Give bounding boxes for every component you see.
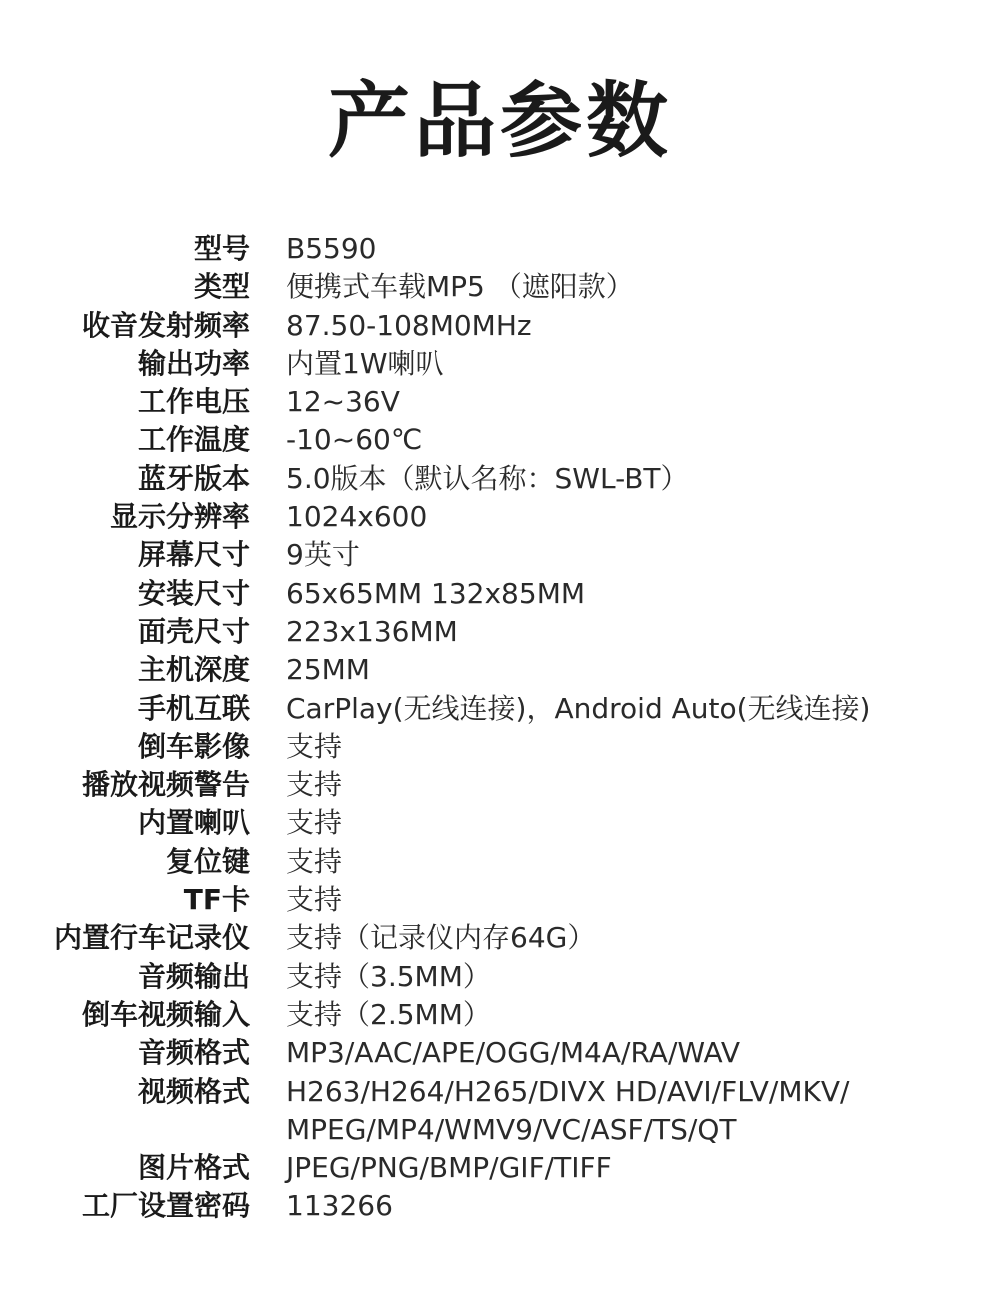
spec-label: 图片格式 bbox=[137, 1151, 250, 1185]
spec-row-output-power bbox=[0, 345, 1000, 383]
spec-value: 支持 bbox=[286, 806, 343, 840]
spec-table bbox=[0, 230, 1000, 1226]
spec-label: 工作电压 bbox=[137, 385, 250, 419]
spec-value: H263/H264/H265/DIVX HD/AVI/FLV/MKV/ MPEG/MP4/WMV9/VC/ASF/TS/QT bbox=[286, 1074, 850, 1146]
spec-row-unit-depth bbox=[0, 651, 1000, 689]
spec-row-resolution bbox=[0, 498, 1000, 536]
spec-row-video-formats bbox=[0, 1073, 1000, 1150]
spec-value: 支持 bbox=[286, 768, 343, 802]
spec-label: 复位键 bbox=[165, 844, 250, 878]
spec-value: 支持 bbox=[286, 729, 343, 763]
spec-row-screen-size bbox=[0, 536, 1000, 574]
spec-value: 内置1W喇叭 bbox=[286, 346, 444, 380]
spec-row-audio-output bbox=[0, 958, 1000, 996]
spec-row-reset-key bbox=[0, 843, 1000, 881]
spec-label: 类型 bbox=[193, 270, 250, 304]
spec-row-tf-card bbox=[0, 881, 1000, 919]
spec-label: 屏幕尺寸 bbox=[137, 538, 250, 572]
spec-label: TF卡 bbox=[183, 883, 250, 917]
spec-value: 5.0版本（默认名称：SWL-BT） bbox=[286, 461, 689, 495]
spec-label: 工作温度 bbox=[137, 423, 250, 457]
spec-value: 1024x600 bbox=[286, 500, 428, 534]
spec-row-dash-cam bbox=[0, 919, 1000, 957]
spec-label: 手机互联 bbox=[137, 691, 250, 725]
spec-label: 安装尺寸 bbox=[137, 576, 250, 610]
spec-value: 223x136MM bbox=[286, 614, 458, 648]
spec-label: 音频格式 bbox=[137, 1036, 250, 1070]
spec-label: 音频输出 bbox=[137, 959, 250, 993]
spec-label: 视频格式 bbox=[137, 1074, 250, 1108]
spec-row-built-in-speaker bbox=[0, 804, 1000, 842]
spec-label: 工厂设置密码 bbox=[81, 1189, 250, 1223]
spec-label: 收音发射频率 bbox=[81, 308, 250, 342]
spec-value: B5590 bbox=[286, 232, 377, 265]
spec-value: 支持（2.5MM） bbox=[286, 997, 491, 1031]
spec-value: -10~60℃ bbox=[286, 423, 423, 457]
spec-value: CarPlay(无线连接)，Android Auto(无线连接) bbox=[286, 691, 871, 725]
spec-label: 面壳尺寸 bbox=[137, 614, 250, 648]
spec-row-fm-frequency bbox=[0, 307, 1000, 345]
spec-row-temperature bbox=[0, 421, 1000, 459]
spec-value: JPEG/PNG/BMP/GIF/TIFF bbox=[286, 1151, 612, 1185]
spec-row-factory-password bbox=[0, 1187, 1000, 1225]
spec-value: 12~36V bbox=[286, 385, 400, 419]
spec-row-image-formats bbox=[0, 1149, 1000, 1187]
spec-row-bluetooth bbox=[0, 460, 1000, 498]
page-title: 产品参数 bbox=[327, 74, 672, 169]
spec-label: 倒车影像 bbox=[137, 729, 250, 763]
spec-label: 输出功率 bbox=[137, 346, 250, 380]
spec-value: MP3/AAC/APE/OGG/M4A/RA/WAV bbox=[286, 1036, 741, 1070]
spec-label: 显示分辨率 bbox=[109, 500, 250, 534]
spec-row-install-size bbox=[0, 575, 1000, 613]
spec-value: 支持（记录仪内存64G） bbox=[286, 921, 596, 955]
spec-label: 内置行车记录仪 bbox=[53, 921, 250, 955]
spec-label: 主机深度 bbox=[137, 653, 250, 687]
spec-value: 9英寸 bbox=[286, 538, 360, 572]
spec-value: 113266 bbox=[286, 1189, 393, 1223]
spec-row-voltage bbox=[0, 383, 1000, 421]
spec-row-audio-formats bbox=[0, 1034, 1000, 1072]
spec-label: 蓝牙版本 bbox=[137, 461, 250, 495]
spec-label: 型号 bbox=[193, 232, 250, 265]
spec-label: 播放视频警告 bbox=[81, 768, 250, 802]
spec-value: 87.50-108M0MHz bbox=[286, 308, 532, 342]
spec-row-reverse-video-input bbox=[0, 996, 1000, 1034]
spec-value: 便携式车载MP5 （遮阳款） bbox=[286, 270, 634, 304]
spec-row-model bbox=[0, 230, 1000, 268]
spec-row-type bbox=[0, 268, 1000, 306]
spec-value: 支持（3.5MM） bbox=[286, 959, 491, 993]
spec-value: 25MM bbox=[286, 653, 370, 687]
spec-value: 支持 bbox=[286, 844, 343, 878]
spec-value: 支持 bbox=[286, 883, 343, 917]
spec-label: 内置喇叭 bbox=[137, 806, 250, 840]
spec-row-panel-size bbox=[0, 613, 1000, 651]
spec-label: 倒车视频输入 bbox=[81, 997, 250, 1031]
spec-row-video-warning bbox=[0, 766, 1000, 804]
spec-value: 65x65MM 132x85MM bbox=[286, 576, 586, 610]
spec-row-reverse-camera bbox=[0, 728, 1000, 766]
spec-row-phone-link bbox=[0, 690, 1000, 728]
